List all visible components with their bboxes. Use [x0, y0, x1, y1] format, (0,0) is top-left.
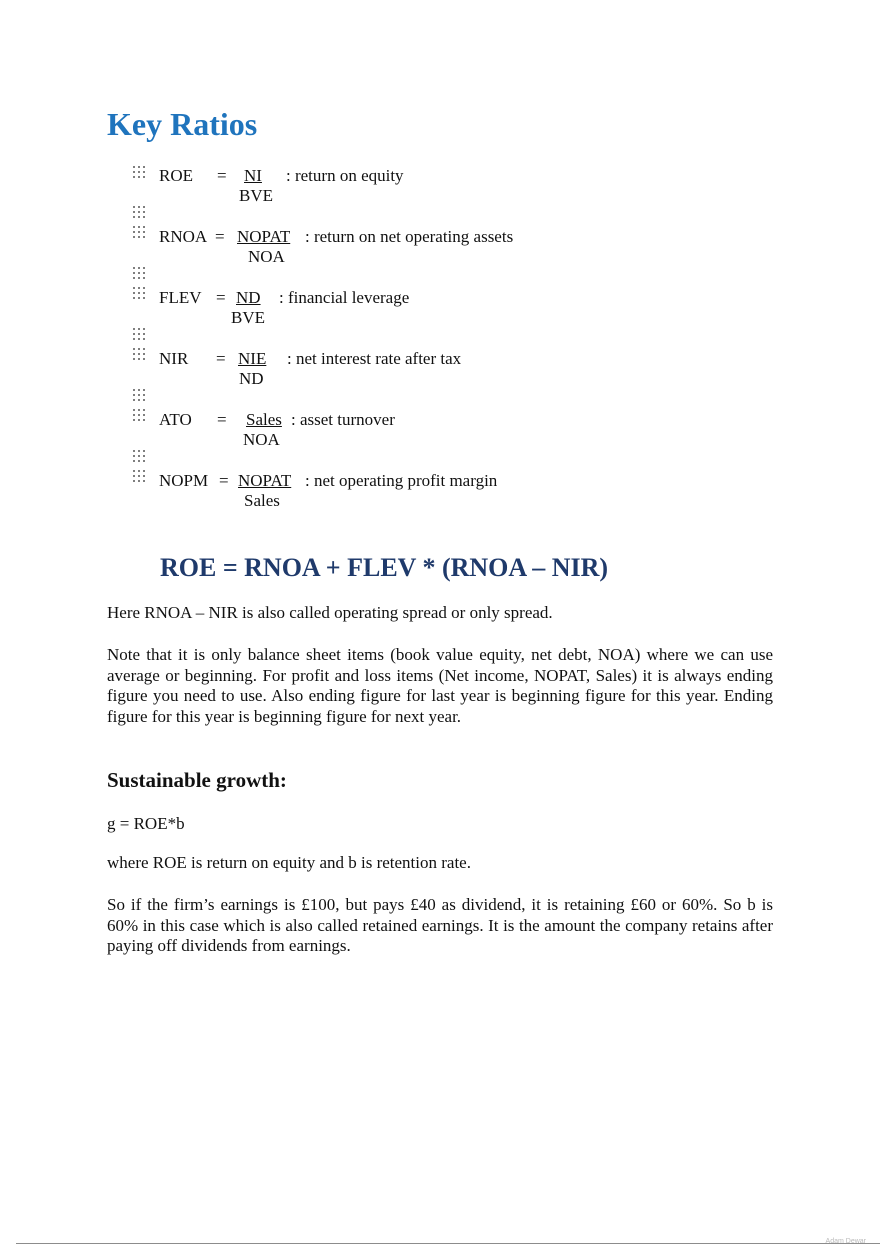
grid-bullet-icon: [133, 206, 147, 220]
growth-heading: Sustainable growth:: [107, 768, 287, 792]
ratio-abbr: ROE: [159, 166, 193, 185]
growth-formula: g = ROE*b: [107, 814, 185, 833]
ratio-denominator: BVE: [239, 186, 273, 205]
grid-bullet-icon: [133, 287, 147, 301]
ratio-denominator: NOA: [248, 247, 285, 266]
ratio-description: : return on equity: [286, 166, 404, 185]
ratio-equals: =: [217, 166, 227, 185]
ratio-abbr: FLEV: [159, 288, 202, 307]
grid-bullet-icon: [133, 348, 147, 362]
ratio-numerator: NIE: [238, 349, 267, 368]
ratio-denominator: NOA: [243, 430, 280, 449]
note-paragraph: Note that it is only balance sheet items (book value equity, net debt, NOA) where we can use average or beginning. For profit and loss items (Net income, NOPAT, Sales) it is always ending figure you need to use. Also ending figure for last year is beginning figure for this year. Ending figure for this year is beginning figure for next year.: [107, 645, 773, 726]
ratio-description: : net operating profit margin: [305, 471, 498, 490]
grid-bullet-icon: [133, 470, 147, 484]
ratio-denominator: ND: [239, 369, 264, 388]
ratio-description: : asset turnover: [291, 410, 395, 429]
ratio-abbr: NOPM: [159, 471, 209, 490]
ratio-numerator: NOPAT: [237, 227, 291, 246]
ratio-numerator: ND: [236, 288, 261, 307]
ratio-description: : financial leverage: [279, 288, 410, 307]
footer-divider: [16, 1243, 880, 1244]
ratio-abbr: RNOA: [159, 227, 208, 246]
footer-text: Adam Dewar: [825, 1238, 866, 1245]
grid-bullet-icon: [133, 328, 147, 342]
grid-bullet-icon: [133, 389, 147, 403]
ratio-equals: =: [216, 288, 226, 307]
ratio-numerator: Sales: [246, 410, 282, 429]
ratio-equals: =: [217, 410, 227, 429]
page-title: Key Ratios: [107, 106, 258, 142]
grid-bullet-icon: [133, 409, 147, 423]
ratio-description: : net interest rate after tax: [287, 349, 462, 368]
roe-decomposition-equation: ROE = RNOA + FLEV * (RNOA – NIR): [160, 553, 609, 582]
ratio-description: : return on net operating assets: [305, 227, 514, 246]
ratio-numerator: NOPAT: [238, 471, 292, 490]
growth-example-paragraph: So if the firm’s earnings is £100, but pays £40 as dividend, it is retaining £60 or 60%. So b is 60% in this case which is also called retained earnings. It is the amount the company retains after paying off dividends from earnings.: [107, 895, 773, 955]
ratio-equals: =: [215, 227, 225, 246]
ratio-denominator: Sales: [244, 491, 280, 510]
grid-bullet-icon: [133, 450, 147, 464]
grid-bullet-icon: [133, 226, 147, 240]
ratio-numerator: NI: [244, 166, 262, 185]
spread-paragraph: Here RNOA – NIR is also called operating spread or only spread.: [107, 603, 553, 622]
ratio-equals: =: [216, 349, 226, 368]
grid-bullet-icon: [133, 166, 147, 180]
ratio-equals: =: [219, 471, 229, 490]
ratio-denominator: BVE: [231, 308, 265, 327]
grid-bullet-icon: [133, 267, 147, 281]
growth-definition: where ROE is return on equity and b is retention rate.: [107, 853, 471, 872]
ratio-abbr: ATO: [159, 410, 192, 429]
ratio-abbr: NIR: [159, 349, 189, 368]
